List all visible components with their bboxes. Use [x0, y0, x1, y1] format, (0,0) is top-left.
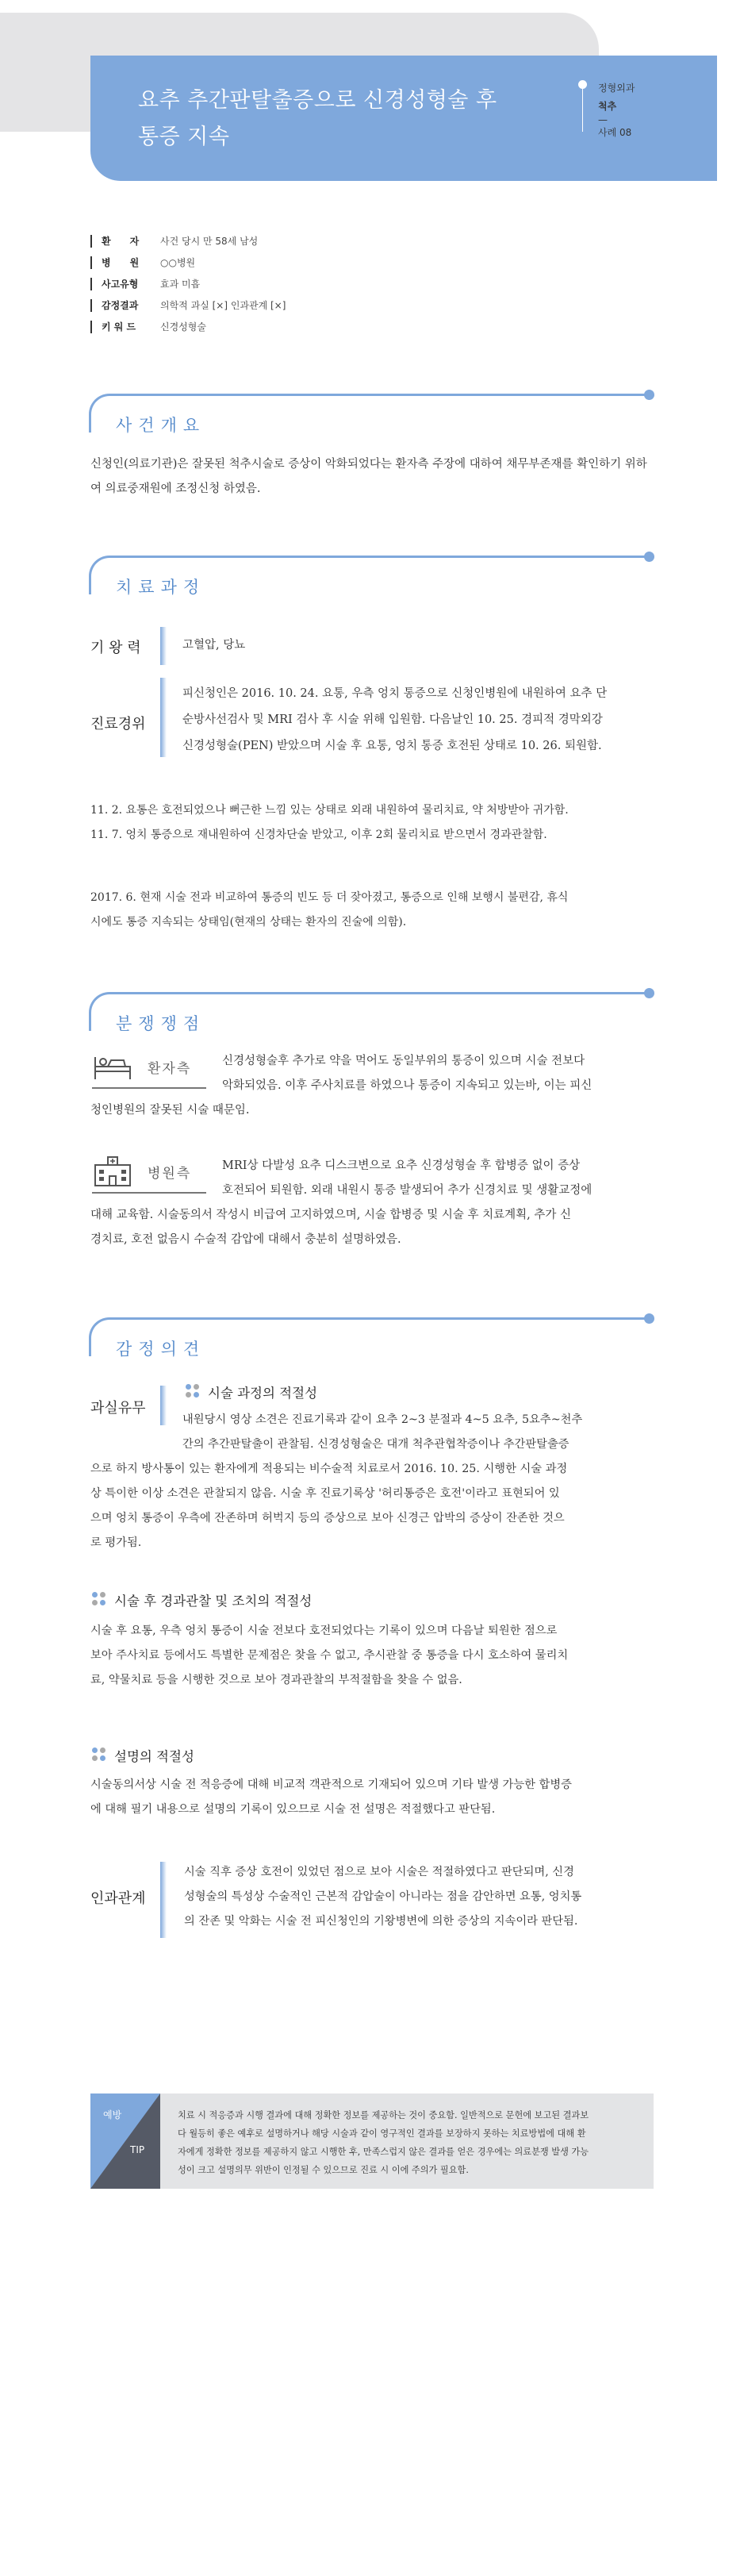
section-header-opinion — [89, 1317, 655, 1365]
prevention-tip-box — [90, 2093, 654, 2189]
tip-text: 치료 시 적응증과 시행 결과에 대해 정확한 정보를 제공하는 것이 중요함. 일반적으로 문헌에 보고된 결과보 다 월등히 좋은 예후로 설명하거나 해당 시술과 같이 영구적인 결과를 보장하지 못하는 치료방법에 대해 환 자에게 정확한 정보를 제공하지 않고 시행한 후, 만족스럽지 않은 결과를 얻은 경우에는 의료분쟁 발생 가능 성이 크고 설명의무 위반이 인정될 수 있으므로 진료 시 이에 주의가 필요함. — [178, 2110, 589, 2175]
case-number: 사례 08 — [598, 127, 632, 138]
tip-label-tip: TIP — [130, 2144, 145, 2155]
header-banner — [90, 56, 717, 181]
course-label: 진료경위 — [90, 716, 146, 732]
subtitle-followup: 시술 후 경과관찰 및 조치의 적절성 — [114, 1594, 313, 1609]
explanation-text: 시술동의서상 시술 전 적응증에 대해 비교적 객관적으로 기재되어 있으며 기타 발생 가능한 합병증 에 대해 필기 내용으로 설명의 기록이 있으므로 시술 전 설명은 적절했다고 판단됨. — [90, 1778, 572, 1816]
section-title-treatment: 치료과정 — [116, 578, 206, 597]
bullet-dots-icon — [92, 1747, 106, 1762]
breadcrumb-rail — [582, 84, 583, 132]
subtitle-procedure: 시술 과정의 적절성 — [208, 1386, 318, 1401]
causal-label: 인과관계 — [90, 1890, 146, 1907]
category-breadcrumb — [598, 79, 709, 142]
hospital-claim: MRI상 다발성 요추 디스크변으로 요추 신경성형술 후 합병증 없이 증상 호전되어 퇴원함. 외래 내원시 통증 발생되어 추가 신경치료 및 생활교정에 대해 교육함. 시술동의서 작성시 비급여 고지하였으며, 시술 합병증 및 시술 후 치료계획, 추가 신 경치료, 호전 없음시 수술적 감압에 대해서 충분히 설명하였음. — [90, 1159, 593, 1246]
breadcrumb-dash: — — [598, 114, 608, 125]
subcategory-label: 척추 — [598, 101, 617, 112]
title-line-1: 요추 추간판탈출증으로 신경성형술 후 — [138, 88, 497, 113]
patient-claim: 신경성형술후 추가로 약을 먹어도 동일부위의 통증이 있으며 시술 전보다 악화되었음. 이후 주사치료를 하였으나 통증이 지속되고 있는바, 이는 피신 청인병원의 잘못된 시술 때문임. — [90, 1055, 593, 1117]
causal-bar — [160, 1862, 167, 1938]
page-title — [138, 83, 582, 156]
category-label: 정형외과 — [598, 83, 635, 94]
section-title-dispute: 분쟁쟁점 — [116, 1014, 206, 1033]
section-header-treatment — [89, 556, 655, 603]
overview-text: 신청인(의료기관)은 잘못된 척추시술로 증상이 악화되었다는 환자측 주장에 대하여 채무부존재를 확인하기 위하여 의료중재원에 조정신청 하였음. — [90, 458, 647, 495]
title-line-2: 통증 지속 — [138, 125, 230, 149]
history-label: 기 왕 력 — [90, 640, 141, 656]
bullet-dots-icon — [186, 1384, 200, 1398]
followup-text: 시술 후 요통, 우측 엉치 통증이 시술 전보다 호전되었다는 기록이 있으며 다음날 퇴원한 점으로 보아 주사치료 등에서도 특별한 문제점은 찾을 수 없고, 추시관찰 중 통증을 다시 호소하여 물리치 료, 약물치료 등을 시행한 것으로 보아 경과관찰의 부적절함을 찾을 수 없음. — [90, 1624, 569, 1686]
bullet-dots-icon — [92, 1592, 106, 1606]
section-header-overview — [89, 394, 655, 441]
subtitle-explanation: 설명의 적절성 — [114, 1749, 194, 1764]
history-value: 고혈압, 당뇨 — [182, 639, 246, 652]
fault-label: 과실유무 — [90, 1400, 146, 1417]
course-text: 피신청인은 2016. 10. 24. 요통, 우측 엉치 통증으로 신청인병원에 내원하여 요추 단 순방사선검사 및 MRI 검사 후 시술 위해 입원함. 다음날인 10. 25. 경피적 경막외강 신경성형술(PEN) 받았으며 시술 후 요통, 엉치 통증 호전된 상태로 10. 26. 퇴원함. — [182, 687, 608, 752]
section-header-dispute — [89, 992, 655, 1040]
procedure-text: 내원당시 영상 소견은 진료기록과 같이 요추 2~3 분절과 4~5 요추, 5요추~천추 간의 추간판탈출이 관찰됨. 신경성형술은 대개 척추관협착증이나 추간판탈출증 으로 하지 방사통이 있는 환자에게 적용되는 비수술적 치료로서 2016. 10. 25. 시행한 시술 과정 상 특이한 이상 소견은 관찰되지 않음. 시술 후 진료기록상 '허리통증은 호전'이라고 표현되어 있 으며 엉치 통증이 우측에 잔존하며 허벅지 등의 증상으로 보아 신경근 압박의 증상이 잔존한 것으 로 평가됨. — [90, 1413, 583, 1549]
section-title-overview: 사건개요 — [116, 416, 206, 435]
treatment-paragraph-3: 2017. 6. 현재 시술 전과 비교하여 통증의 빈도 등 더 잦아졌고, 통증으로 인해 보행시 불편감, 휴식 시에도 통증 지속되는 상태임(현재의 상태는 환자의 진술에 의함). — [90, 891, 569, 929]
treatment-paragraph-2: 11. 2. 요통은 호전되었으나 뻐근한 느낌 있는 상태로 외래 내원하여 물리치료, 약 처방받아 귀가함. 11. 7. 엉치 통증으로 재내원하여 신경차단술 받았고, 이후 2회 물리치료 받으면서 경과관찰함. — [90, 804, 569, 841]
section-title-opinion: 감정의견 — [116, 1340, 206, 1359]
breadcrumb-dot — [578, 80, 587, 89]
tip-badge — [90, 2093, 160, 2189]
tip-label-prevention: 예방 — [103, 2109, 122, 2120]
patient-side-label: 환자측 — [148, 1061, 192, 1077]
history-bar — [160, 627, 167, 665]
hospital-side-label: 병원측 — [148, 1166, 192, 1182]
causal-text: 시술 직후 증상 호전이 있었던 점으로 보아 시술은 적절하였다고 판단되며, 신경 성형술의 특성상 수술적인 근본적 감압술이 아니라는 점을 감안하면 요통, 엉치통 의 잔존 및 악화는 시술 전 피신청인의 기왕병변에 의한 증상의 지속이라 판단됨. — [184, 1866, 582, 1928]
course-bar — [160, 678, 167, 757]
